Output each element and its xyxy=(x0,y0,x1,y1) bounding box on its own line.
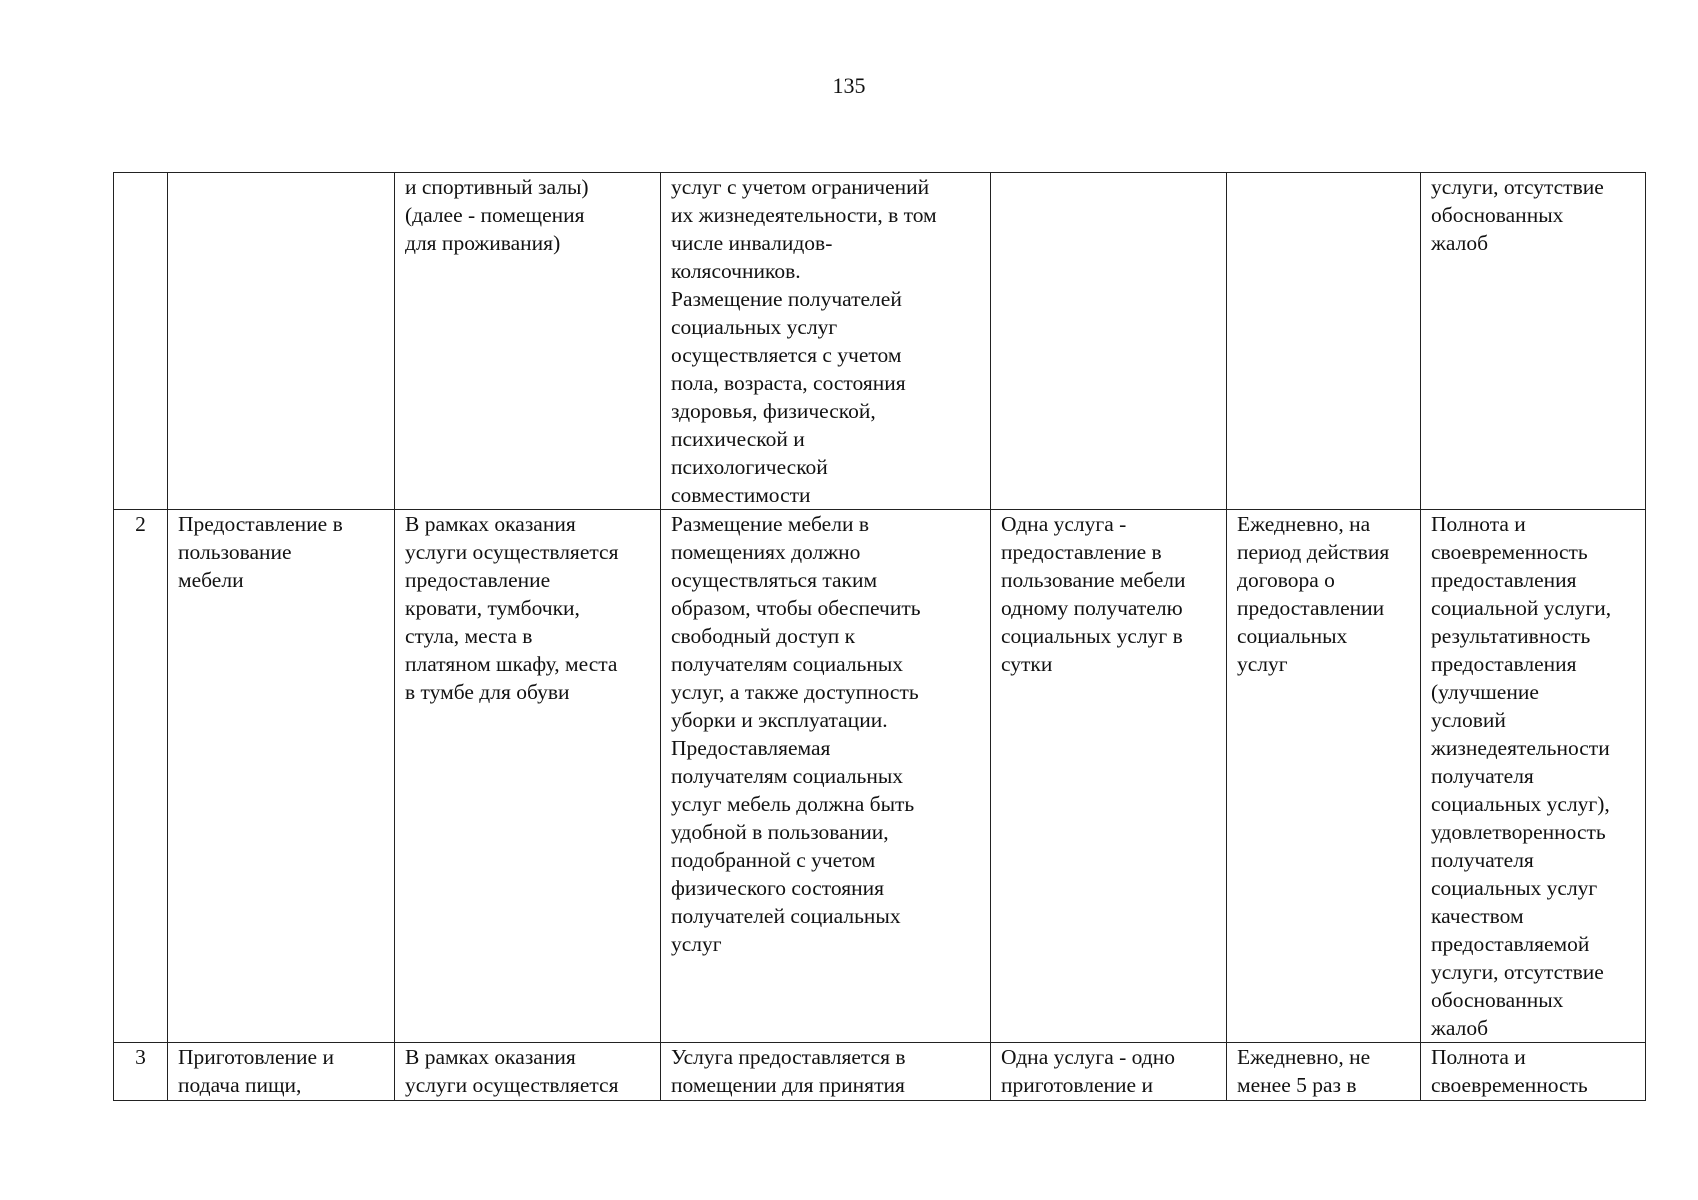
table-row xyxy=(114,1043,1646,1101)
table-row xyxy=(114,510,1646,1043)
page-number: 135 xyxy=(832,73,866,98)
service-conditions-cell: Размещение мебели в помещениях должно осуществляться таким образом, чтобы обеспечить свободный доступ к получателям социальных услуг, а также доступность уборки и эксплуатации. Предоставляемая получателям социальных услуг мебель должна быть удобной в пользовании, подобранной с учетом физического состояния получателей социальных услуг xyxy=(661,510,991,1043)
service-content-cell: В рамках оказания услуги осуществляется предоставление кровати, тумбочки, стула, места в платяном шкафу, места в тумбе для обуви xyxy=(395,510,661,1043)
row-number-cell: 2 xyxy=(114,510,168,1043)
row-number-cell xyxy=(114,173,168,510)
table-row xyxy=(114,173,1646,510)
service-term-cell: Ежедневно, на период действия договора о предоставлении социальных услуг xyxy=(1227,510,1421,1043)
service-criteria-cell: Полнота и своевременность xyxy=(1421,1043,1646,1101)
service-conditions-cell: Услуга предоставляется в помещении для принятия xyxy=(661,1043,991,1101)
service-content-cell: В рамках оказания услуги осуществляется xyxy=(395,1043,661,1101)
service-unit-cell: Одна услуга - одно приготовление и xyxy=(991,1043,1227,1101)
service-conditions-cell: услуг с учетом ограничений их жизнедеятельности, в том числе инвалидов- колясочников. Размещение получателей социальных услуг осуществляется с учетом пола, возраста, состояния здоровья, физической, психической и психологической совместимости xyxy=(661,173,991,510)
service-name-cell xyxy=(168,173,395,510)
service-criteria-cell: Полнота и своевременность предоставления социальной услуги, результативность предоставления (улучшение условий жизнедеятельности получателя социальных услуг), удовлетворенность получателя социальных услуг качеством предоставляемой услуги, отсутствие обоснованных жалоб xyxy=(1421,510,1646,1043)
service-name-cell: Приготовление и подача пищи, xyxy=(168,1043,395,1101)
service-unit-cell xyxy=(991,173,1227,510)
service-criteria-cell: услуги, отсутствие обоснованных жалоб xyxy=(1421,173,1646,510)
service-content-cell: и спортивный залы) (далее - помещения для проживания) xyxy=(395,173,661,510)
service-term-cell: Ежедневно, не менее 5 раз в xyxy=(1227,1043,1421,1101)
service-term-cell xyxy=(1227,173,1421,510)
row-number-cell: 3 xyxy=(114,1043,168,1101)
service-name-cell: Предоставление в пользование мебели xyxy=(168,510,395,1043)
service-unit-cell: Одна услуга - предоставление в пользование мебели одному получателю социальных услуг в сутки xyxy=(991,510,1227,1043)
services-table xyxy=(113,172,1646,1101)
